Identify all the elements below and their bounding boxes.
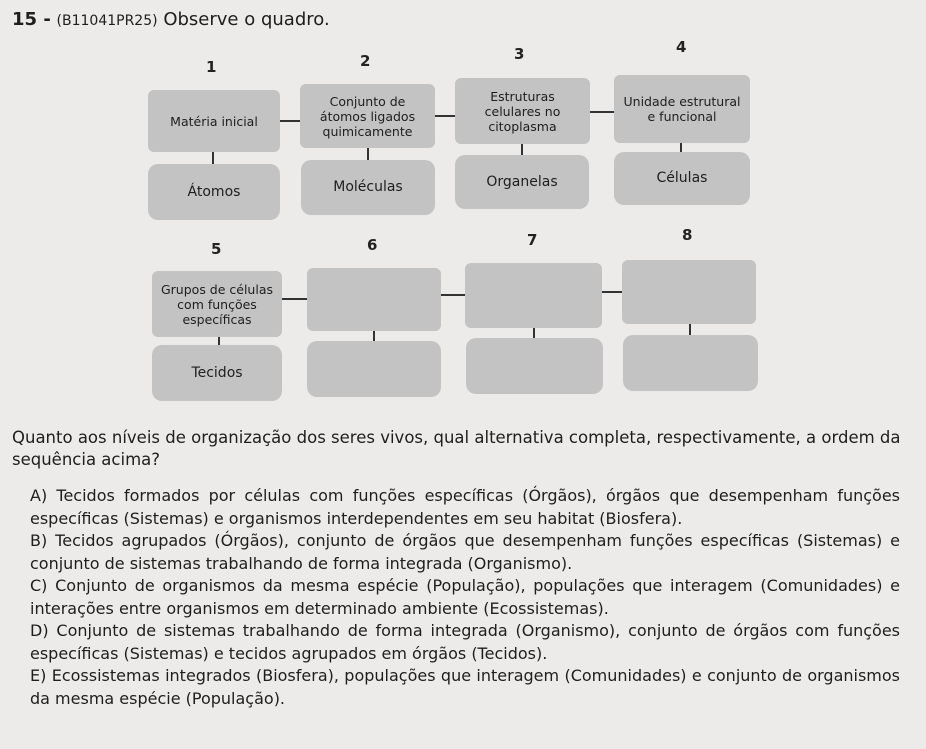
level-box-6-description-blank	[307, 268, 441, 331]
level-box-1-description: Matéria inicial	[148, 90, 280, 152]
level-box-4-description: Unidade estrutural e funcional	[614, 75, 750, 143]
connector-line	[282, 298, 307, 300]
question-code: (B11041PR25)	[56, 13, 158, 29]
answer-option-d[interactable]: D) Conjunto de sistemas trabalhando de forma integrada (Organismo), conjunto de órgãos com funções específicas (Sistemas) e tecidos agrupados em órgãos (Tecidos).	[30, 621, 900, 663]
connector-line	[435, 115, 455, 117]
connector-line	[680, 143, 682, 152]
level-box-8-name-blank	[623, 335, 758, 391]
column-number-6: 6	[367, 236, 378, 254]
level-box-2-description: Conjunto de átomos ligados quimicamente	[300, 84, 435, 148]
answer-options	[30, 485, 900, 710]
column-number-1: 1	[206, 58, 217, 76]
question-title: Observe o quadro.	[163, 9, 330, 30]
column-number-8: 8	[682, 226, 693, 244]
level-box-5-name: Tecidos	[152, 345, 282, 401]
answer-option-a[interactable]: A) Tecidos formados por células com funções específicas (Órgãos), órgãos que desempenham funções específicas (Sistemas) e organismos interdependentes em seu habitat (Biosfera).	[30, 486, 900, 528]
level-box-4-name: Células	[614, 152, 750, 205]
connector-line	[373, 331, 375, 341]
connector-line	[602, 291, 622, 293]
column-number-5: 5	[211, 240, 222, 258]
question-prompt: Quanto aos níveis de organização dos seres vivos, qual alternativa completa, respectivamente, a ordem da sequência acima?	[12, 428, 901, 469]
connector-line	[212, 152, 214, 164]
connector-line	[689, 324, 691, 335]
level-box-3-name: Organelas	[455, 155, 589, 209]
connector-line	[218, 337, 220, 345]
column-number-2: 2	[360, 52, 371, 70]
question-number: 15 -	[12, 9, 51, 30]
connector-line	[533, 328, 535, 338]
column-number-3: 3	[514, 45, 525, 63]
level-box-7-description-blank	[465, 263, 602, 328]
connector-line	[590, 111, 614, 113]
answer-option-c[interactable]: C) Conjunto de organismos da mesma espécie (População), populações que interagem (Comunidades) e interações entre organismos em determinado ambiente (Ecossistemas).	[30, 576, 900, 618]
level-box-1-name: Átomos	[148, 164, 280, 220]
level-box-2-name: Moléculas	[301, 160, 435, 215]
question-header	[12, 9, 330, 30]
answer-option-e[interactable]: E) Ecossistemas integrados (Biosfera), populações que interagem (Comunidades) e conjunto de organismos da mesma espécie (População).	[30, 666, 901, 708]
connector-line	[521, 144, 523, 155]
level-box-8-description-blank	[622, 260, 756, 324]
connector-line	[280, 120, 300, 122]
level-box-6-name-blank	[307, 341, 441, 397]
connector-line	[367, 148, 369, 160]
level-box-7-name-blank	[466, 338, 603, 394]
answer-option-b[interactable]: B) Tecidos agrupados (Órgãos), conjunto de órgãos que desempenham funções específicas (Sistemas) e conjunto de sistemas trabalhando de forma integrada (Organismo).	[30, 531, 900, 573]
level-box-5-description: Grupos de células com funções específicas	[152, 271, 282, 337]
column-number-7: 7	[527, 231, 538, 249]
connector-line	[441, 294, 465, 296]
column-number-4: 4	[676, 38, 687, 56]
level-box-3-description: Estruturas celulares no citoplasma	[455, 78, 590, 144]
